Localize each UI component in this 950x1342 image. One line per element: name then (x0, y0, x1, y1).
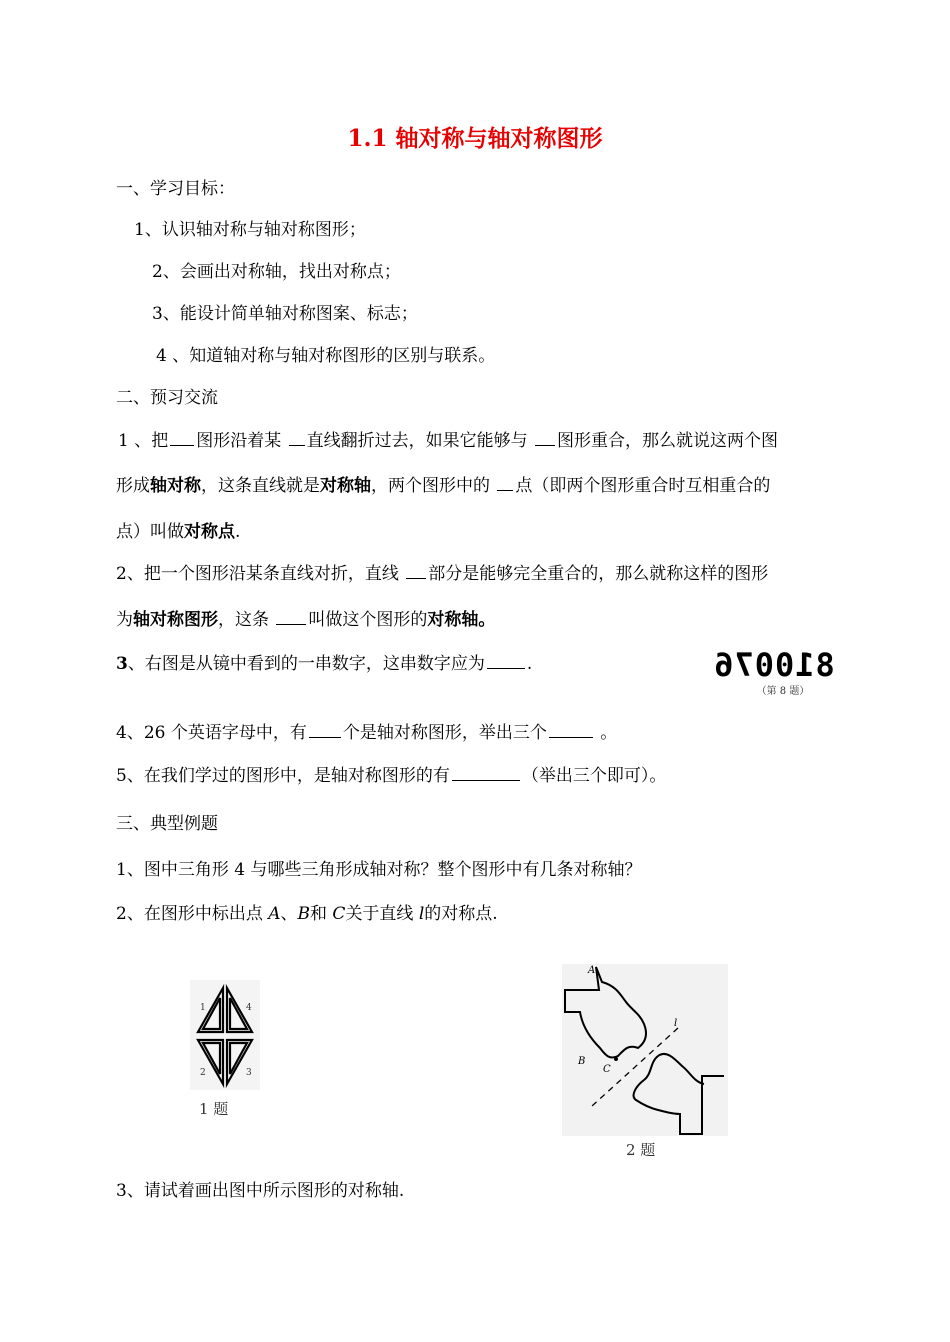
preview-q3: 3、右图是从镜中看到的一串数字，这串数字应为 . (116, 654, 533, 674)
preview-q2-line2: 为轴对称图形，这条 叫做这个图形的对称轴。 (116, 610, 496, 630)
goal-item-4: 4 、知道轴对称与轴对称图形的区别与联系。 (156, 346, 496, 366)
triangle-label-1: 1 (200, 1003, 206, 1013)
example-q3: 3、请试着画出图中所示图形的对称轴. (116, 1181, 405, 1201)
point-label-b: B (578, 1056, 586, 1067)
blank[interactable] (452, 764, 520, 781)
page-title: 1.1 轴对称与轴对称图形 (347, 125, 603, 152)
preview-q2-line1: 2、把一个图形沿某条直线对折，直线 部分是能够完全重合的，那么就称这样的图形 (116, 564, 769, 584)
preview-q5: 5、在我们学过的图形中，是轴对称图形的有 （举出三个即可）。 (116, 766, 667, 786)
point-label-a: A (588, 965, 596, 976)
blank[interactable] (487, 652, 525, 669)
goal-item-3: 3、能设计简单轴对称图案、标志； (152, 304, 418, 324)
mirrored-digits: 810076 (713, 646, 835, 684)
triangle-label-2: 2 (200, 1068, 206, 1078)
blank[interactable] (535, 429, 555, 446)
symmetry-shapes-figure (562, 964, 728, 1136)
preview-q4: 4、26 个英语字母中，有 个是轴对称图形，举出三个 。 (116, 723, 618, 743)
preview-q1-line1: 1 、把 图形沿着某 直线翻折过去，如果它能够与 图形重合，那么就说这两个图 (118, 431, 779, 451)
point-c (614, 1057, 618, 1061)
triangles-figure (190, 980, 260, 1090)
preview-q1-line2: 形成轴对称，这条直线就是对称轴，两个图形中的 点（即两个图形重合时互相重合的 (116, 476, 771, 496)
line-label-l: l (674, 1018, 678, 1029)
figure1-caption: 1 题 (199, 1100, 229, 1118)
mirror-digits-figure (708, 648, 840, 698)
mirror-caption: （第 8 题） (756, 686, 810, 697)
figure2-caption: 2 题 (626, 1141, 656, 1159)
blank[interactable] (406, 562, 426, 579)
triangle-label-4: 4 (246, 1003, 252, 1013)
section3-heading: 三、典型例题 (116, 814, 218, 834)
blank[interactable] (309, 721, 341, 738)
blank[interactable] (549, 721, 593, 738)
goal-item-2: 2、会画出对称轴，找出对称点； (152, 262, 401, 282)
blank[interactable] (289, 429, 305, 446)
example-q1: 1、图中三角形 4 与哪些三角形成轴对称？整个图形中有几条对称轴？ (116, 860, 642, 880)
example-q2: 2、在图形中标出点 A、B和 C关于直线 l的对称点. (116, 904, 498, 924)
goal-item-1: 1、认识轴对称与轴对称图形； (134, 220, 366, 240)
blank[interactable] (276, 608, 306, 625)
blank[interactable] (497, 474, 513, 491)
point-label-c: C (603, 1064, 611, 1075)
section1-heading: 一、学习目标： (116, 179, 235, 199)
blank[interactable] (170, 429, 194, 446)
triangle-label-3: 3 (246, 1068, 252, 1078)
preview-q1-line3: 点）叫做对称点. (116, 522, 241, 542)
section2-heading: 二、预习交流 (116, 388, 218, 408)
